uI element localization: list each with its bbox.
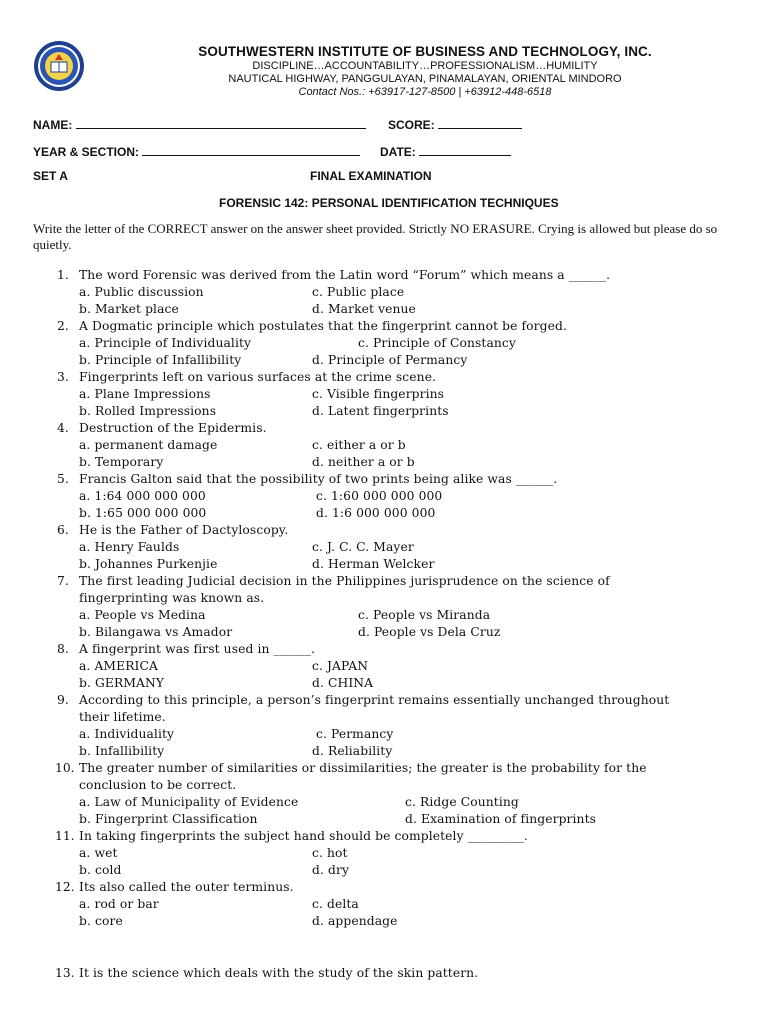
choice-b: b. Market place xyxy=(79,302,179,316)
question-text: The first leading Judicial decision in the Philippines jurisprudence on the science of xyxy=(79,574,610,588)
school-seal-icon xyxy=(33,40,85,92)
choice-d: d. Examination of fingerprints xyxy=(405,812,597,826)
question-number: 7. xyxy=(57,574,69,588)
choice-a: a. wet xyxy=(79,846,118,860)
year-section-field[interactable] xyxy=(33,143,360,159)
choice-a: a. rod or bar xyxy=(79,897,159,911)
choice-b: b. Johannes Purkenjie xyxy=(79,557,218,571)
exam-set: SET A xyxy=(33,169,68,183)
choice-d: d. appendage xyxy=(312,914,398,928)
question-number: 12. xyxy=(55,880,75,894)
choice-b: b. Infallibility xyxy=(79,744,165,758)
question-text: It is the science which deals with the study of the skin pattern. xyxy=(79,966,479,980)
score-line[interactable] xyxy=(438,116,522,129)
question-number: 13. xyxy=(55,966,75,980)
choice-a: a. Public discussion xyxy=(79,285,204,299)
institution-name: SOUTHWESTERN INSTITUTE OF BUSINESS AND TECHNOLOGY, INC. xyxy=(198,44,652,59)
choice-c: c. Public place xyxy=(312,285,405,299)
institution-address: NAUTICAL HIGHWAY, PANGGULAYAN, PINAMALAYAN, ORIENTAL MINDORO xyxy=(228,73,622,85)
choice-a: a. 1:64 000 000 000 xyxy=(79,489,206,503)
question-text: Destruction of the Epidermis. xyxy=(79,421,267,435)
date-field[interactable] xyxy=(380,143,511,159)
choice-d: d. Herman Welcker xyxy=(312,557,435,571)
name-label: NAME: xyxy=(33,118,73,132)
question-number: 2. xyxy=(57,319,69,333)
question-text: Fingerprints left on various surfaces at the crime scene. xyxy=(79,370,437,384)
date-label: DATE: xyxy=(380,145,416,159)
year-section-label: YEAR & SECTION: xyxy=(33,145,140,159)
question-text: A fingerprint was first used in ______. xyxy=(79,642,316,656)
choice-d: d. Market venue xyxy=(312,302,416,316)
choice-a: a. Principle of Individuality xyxy=(79,336,252,350)
question-number: 9. xyxy=(57,693,69,707)
choice-b: b. Temporary xyxy=(79,455,164,469)
choice-c: c. JAPAN xyxy=(312,659,369,673)
choice-b: b. GERMANY xyxy=(79,676,165,690)
choice-c: c. Visible fingerprins xyxy=(312,387,445,401)
choice-b: b. core xyxy=(79,914,123,928)
exam-type: FINAL EXAMINATION xyxy=(310,169,432,183)
choice-a: a. People vs Medina xyxy=(79,608,206,622)
choice-d: d. dry xyxy=(312,863,349,877)
choice-d: d. 1:6 000 000 000 xyxy=(316,506,436,520)
question-number: 10. xyxy=(55,761,75,775)
choice-b: b. Fingerprint Classification xyxy=(79,812,258,826)
exam-instructions: Write the letter of the CORRECT answer on the answer sheet provided. Strictly NO ERASURE. Crying is allowed but please do so quietly. xyxy=(33,221,718,252)
year-section-line[interactable] xyxy=(142,143,360,156)
choice-b: b. Bilangawa vs Amador xyxy=(79,625,233,639)
question-number: 1. xyxy=(57,268,69,282)
course-title: FORENSIC 142: PERSONAL IDENTIFICATION TECHNIQUES xyxy=(219,196,559,210)
question-text: The word Forensic was derived from the Latin word “Forum” which means a ______. xyxy=(79,268,611,282)
question-text: fingerprinting was known as. xyxy=(79,591,265,605)
choice-b: b. Principle of Infallibility xyxy=(79,353,242,367)
name-field[interactable] xyxy=(33,116,366,132)
choice-d: d. CHINA xyxy=(312,676,374,690)
question-number: 8. xyxy=(57,642,69,656)
institution-contact: Contact Nos.: +63917-127-8500 | +63912-448-6518 xyxy=(298,86,552,98)
question-text: A Dogmatic principle which postulates that the fingerprint cannot be forged. xyxy=(79,319,567,333)
choice-d: d. Reliability xyxy=(312,744,393,758)
choice-d: d. Latent fingerprints xyxy=(312,404,449,418)
choice-a: a. AMERICA xyxy=(79,659,159,673)
question-text: Its also called the outer terminus. xyxy=(79,880,294,894)
choice-a: a. Individuality xyxy=(79,727,175,741)
question-number: 3. xyxy=(57,370,69,384)
choice-b: b. cold xyxy=(79,863,122,877)
choice-c: c. hot xyxy=(312,846,348,860)
question-text: their lifetime. xyxy=(79,710,166,724)
choice-c: c. Principle of Constancy xyxy=(358,336,516,350)
choice-d: d. Principle of Permancy xyxy=(312,353,468,367)
name-line[interactable] xyxy=(76,116,366,129)
question-text: Francis Galton said that the possibility of two prints being alike was ______. xyxy=(79,472,558,486)
choice-a: a. Plane Impressions xyxy=(79,387,211,401)
score-label: SCORE: xyxy=(388,118,435,132)
question-text: In taking fingerprints the subject hand should be completely _________. xyxy=(79,829,528,843)
choice-c: c. either a or b xyxy=(312,438,406,452)
choice-a: a. Law of Municipality of Evidence xyxy=(79,795,299,809)
question-text: conclusion to be correct. xyxy=(79,778,237,792)
choice-c: c. 1:60 000 000 000 xyxy=(316,489,443,503)
question-text: He is the Father of Dactyloscopy. xyxy=(79,523,289,537)
choice-c: c. J. C. C. Mayer xyxy=(312,540,414,554)
institution-motto: DISCIPLINE…ACCOUNTABILITY…PROFESSIONALISM…HUMILITY xyxy=(252,60,598,72)
question-text: According to this principle, a person’s fingerprint remains essentially unchanged throughout xyxy=(79,693,670,707)
choice-c: c. Ridge Counting xyxy=(405,795,519,809)
choice-c: c. Permancy xyxy=(316,727,394,741)
choice-c: c. delta xyxy=(312,897,359,911)
choice-b: b. 1:65 000 000 000 xyxy=(79,506,207,520)
question-number: 11. xyxy=(55,829,75,843)
question-number: 6. xyxy=(57,523,69,537)
choice-d: d. People vs Dela Cruz xyxy=(358,625,501,639)
question-number: 4. xyxy=(57,421,69,435)
choice-d: d. neither a or b xyxy=(312,455,415,469)
question-text: The greater number of similarities or dissimilarities; the greater is the probability for the xyxy=(79,761,647,775)
choice-a: a. permanent damage xyxy=(79,438,218,452)
date-line[interactable] xyxy=(419,143,511,156)
choice-c: c. People vs Miranda xyxy=(358,608,491,622)
question-number: 5. xyxy=(57,472,69,486)
score-field[interactable] xyxy=(388,116,522,132)
choice-b: b. Rolled Impressions xyxy=(79,404,217,418)
choice-a: a. Henry Faulds xyxy=(79,540,180,554)
